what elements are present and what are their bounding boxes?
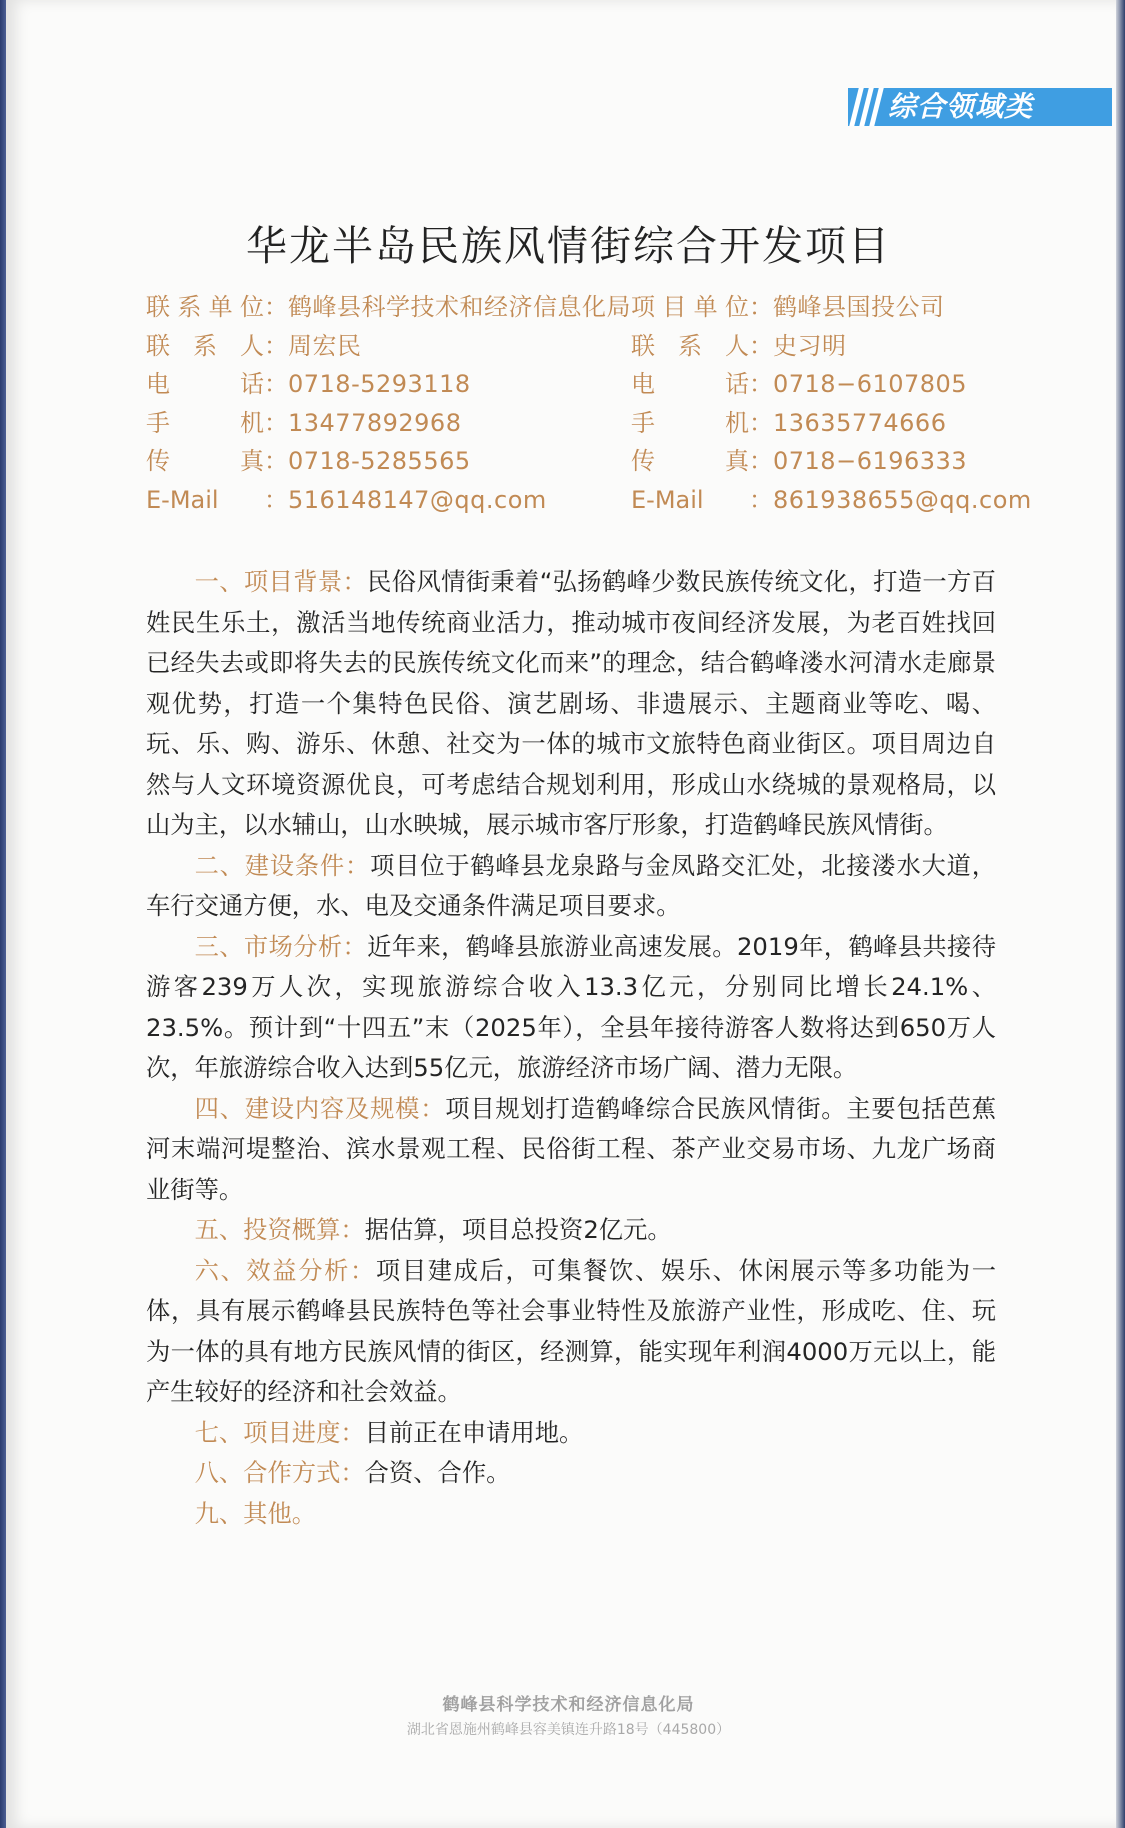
- section-paragraph: [146, 562, 996, 846]
- contact-label: 手机: [631, 408, 749, 437]
- contact-row: 传真：0718−6196333: [631, 442, 1032, 481]
- contact-email[interactable]: 516148147@qq.com: [288, 485, 547, 514]
- section-text: 目前正在申请用地。: [364, 1417, 584, 1447]
- contact-row: 电话：0718-5293118: [146, 365, 631, 404]
- section-text: 项目规划打造鹤峰综合民族风情街。主要包括芭蕉河末端河堤整治、滨水景观工程、民俗街工程、茶产业交易市场、九龙广场商业街等。: [146, 1093, 997, 1204]
- contact-email[interactable]: 861938655@qq.com: [773, 485, 1032, 514]
- contact-label: 项目单位: [631, 293, 749, 321]
- contact-value: 0718-5293118: [288, 370, 471, 398]
- section-text: 近年来，鹤峰县旅游业高速发展。2019年，鹤峰县共接待游客239万人次，实现旅游综合收入13.3亿元，分别同比增长24.1%、23.5%。预计到“十四五”末（2025年），全县年接待游客人数将达到650万人次，年旅游综合收入达到55亿元，旅游经济市场广阔、潜力无限。: [146, 931, 997, 1082]
- section-text: 据估算，项目总投资2亿元。: [364, 1215, 672, 1244]
- contact-value: 0718−6107805: [773, 370, 968, 398]
- contact-label: 电话: [146, 370, 264, 398]
- contact-column-left: [146, 288, 631, 519]
- section-heading: 四、建设内容及规模：: [194, 1093, 446, 1123]
- footer-address: 湖北省恩施州鹤峰县容美镇连升路18号（445800）: [406, 1722, 731, 1738]
- section-paragraph: [146, 1251, 996, 1413]
- contact-value: 周宏民: [288, 331, 362, 360]
- contact-label: 手机: [146, 408, 264, 437]
- stripes-decoration: [852, 88, 882, 126]
- contact-value: 0718−6196333: [773, 447, 968, 475]
- contact-value: 史习明: [773, 331, 847, 360]
- section-paragraph: [146, 927, 996, 1089]
- contact-row: E-Mail ：861938655@qq.com: [631, 481, 1032, 520]
- section-text: 民俗风情街秉着“弘扬鹤峰少数民族传统文化，打造一方百姓民生乐土，激活当地传统商业活力，推动城市夜间经济发展，为老百姓找回已经失去或即将失去的民族传统文化而来”的理念，结合鹤峰溇水河清水走廊景观优势，打造一个集特色民俗、演艺剧场、非遗展示、主题商业等吃、喝、玩、乐、购、游乐、休憩、社交为一体的城市文旅特色商业街区。项目周边自然与人文环境资源优良，可考虑结合规划利用，形成山水绕城的景观格局，以山为主，以水辅山，山水映城，展示城市客厅形象，打造鹤峰民族风情街。: [146, 567, 997, 839]
- contact-row: 手机：13477892968: [146, 404, 631, 443]
- section-heading: 二、建设条件：: [194, 850, 371, 880]
- section-paragraph: [146, 846, 996, 927]
- contact-row: 联系人：史习明: [631, 327, 1032, 366]
- book-right-edge: [1116, 0, 1125, 1828]
- project-description: [146, 562, 996, 1534]
- section-heading: 五、投资概算：: [194, 1215, 365, 1244]
- footer-organization: 鹤峰县科学技术和经济信息化局: [442, 1695, 695, 1715]
- contact-column-right: [631, 288, 1032, 519]
- section-heading: 九、其他。: [194, 1498, 317, 1528]
- contact-label: 电话: [631, 370, 749, 398]
- document-page: [6, 0, 1116, 1828]
- contact-label: 联系人: [146, 331, 264, 360]
- contact-label: E-Mail: [146, 485, 219, 514]
- contact-row: 手机：13635774666: [631, 404, 1032, 443]
- contact-value: 鹤峰县科学技术和经济信息化局: [288, 293, 631, 321]
- category-tag: [848, 88, 1112, 126]
- section-paragraph: [146, 1453, 996, 1494]
- category-tag-label: 综合领域类: [888, 90, 1034, 123]
- contact-row: E-Mail ：516148147@qq.com: [146, 481, 631, 520]
- page-footer: [6, 1690, 1125, 1739]
- page-title: 华龙半岛民族风情街综合开发项目: [246, 222, 891, 271]
- section-text: 项目建成后，可集餐饮、娱乐、休闲展示等多功能为一体，具有展示鹤峰县民族特色等社会事业特性及旅游产业性，形成吃、住、玩为一体的具有地方民族风情的街区，经测算，能实现年利润4000万元以上，能产生较好的经济和社会效益。: [146, 1255, 997, 1406]
- contact-row: 联系人：周宏民: [146, 327, 631, 366]
- contact-label: 联系人: [631, 331, 749, 360]
- section-paragraph: [146, 1210, 996, 1251]
- contact-row: 电话：0718−6107805: [631, 365, 1032, 404]
- contact-value: 鹤峰县国投公司: [773, 293, 945, 321]
- section-paragraph: [146, 1413, 996, 1454]
- contact-value: 13635774666: [773, 408, 947, 437]
- section-paragraph: [146, 1494, 996, 1535]
- contact-label: E-Mail: [631, 485, 704, 514]
- contact-label: 传真: [146, 447, 264, 475]
- section-paragraph: [146, 1089, 996, 1211]
- contact-value: 13477892968: [288, 408, 462, 437]
- contact-row: 传真：0718-5285565: [146, 442, 631, 481]
- section-heading: 八、合作方式：: [194, 1458, 365, 1487]
- contact-label: 联系单位: [146, 293, 264, 321]
- contact-value: 0718-5285565: [288, 447, 471, 475]
- section-heading: 六、效益分析：: [194, 1255, 376, 1285]
- section-heading: 三、市场分析：: [194, 931, 368, 961]
- contact-row: 联系单位：鹤峰县科学技术和经济信息化局: [146, 288, 631, 327]
- contact-row: 项目单位：鹤峰县国投公司: [631, 288, 1032, 327]
- contact-label: 传真: [631, 447, 749, 475]
- section-text: 合资、合作。: [364, 1458, 511, 1487]
- section-heading: 七、项目进度：: [194, 1417, 365, 1447]
- section-text: 项目位于鹤峰县龙泉路与金凤路交汇处，北接溇水大道，车行交通方便，水、电及交通条件满足项目要求。: [146, 850, 997, 920]
- section-heading: 一、项目背景：: [194, 567, 368, 596]
